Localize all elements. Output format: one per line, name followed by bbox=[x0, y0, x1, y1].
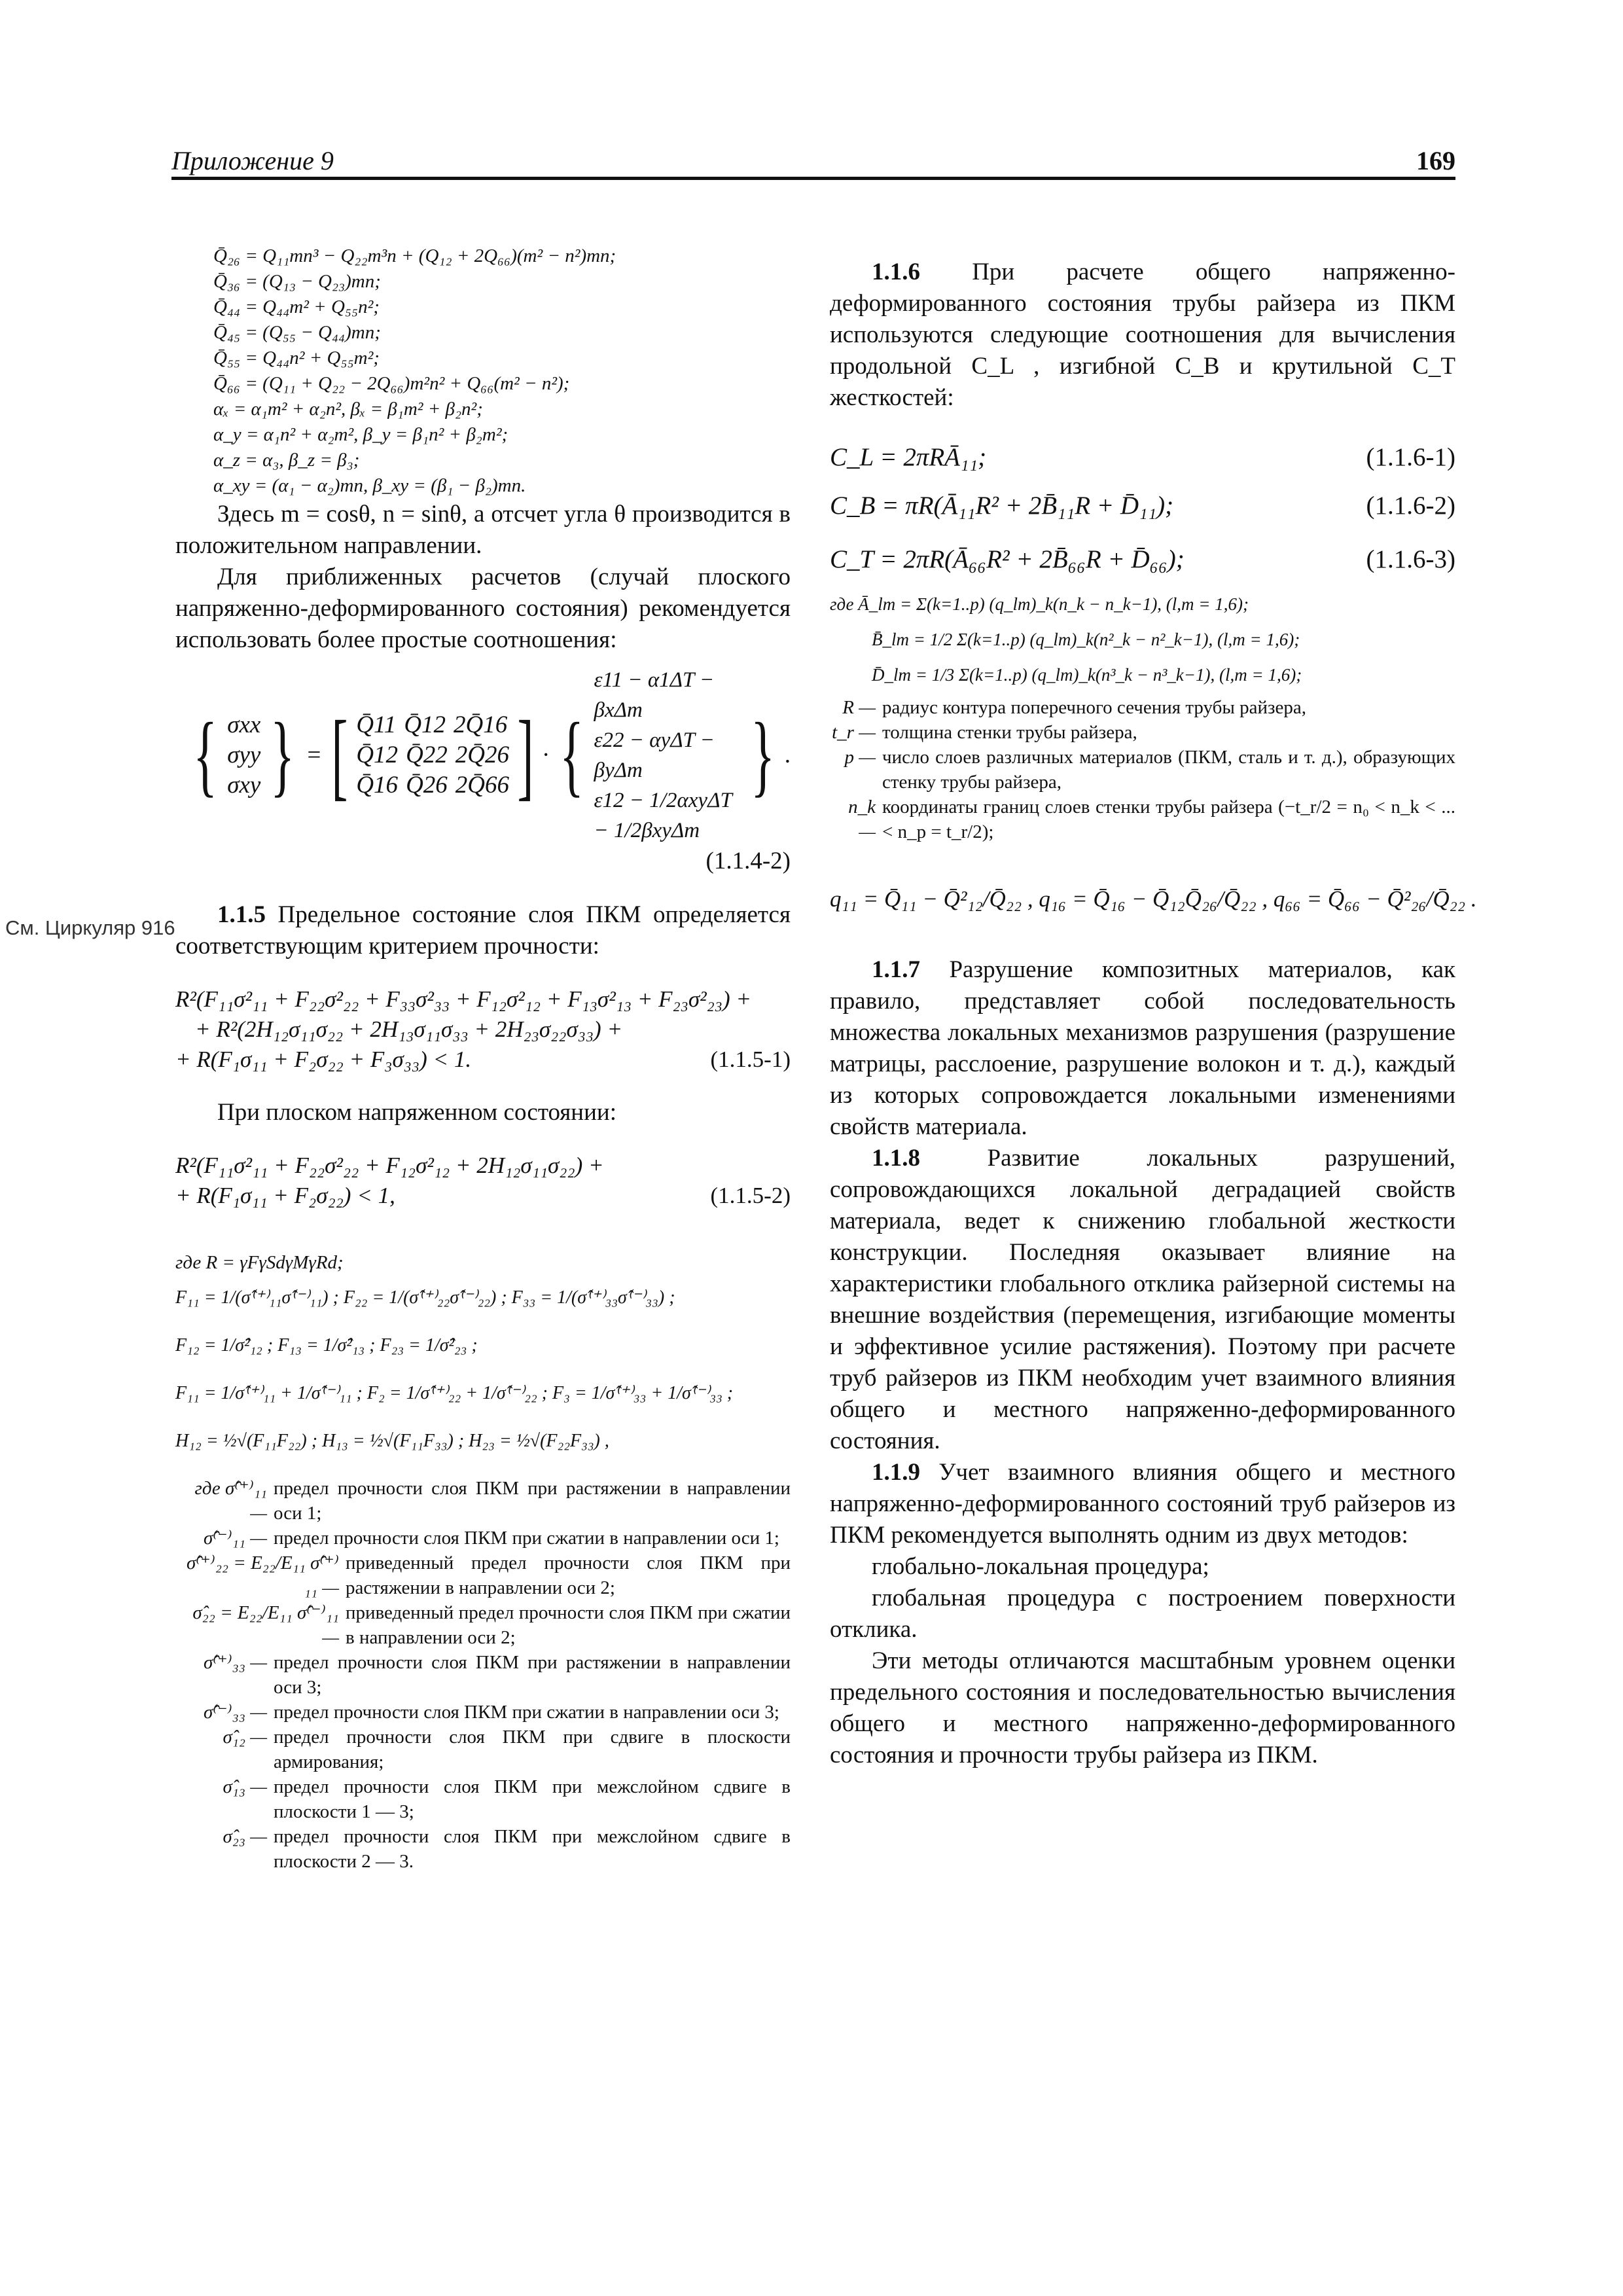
approx-paragraph: Для приближенных расчетов (случай плоского напряженно-деформированного состояния) рекомендуется использовать более простые соотношения: bbox=[175, 564, 791, 653]
section-number: 1.1.6 bbox=[872, 259, 920, 285]
f-line: F₁₂ = 1/σ̂²₁₂ ; F₁₃ = 1/σ̂²₁₃ ; F₂₃ = 1/σ̂²₂₃ ; bbox=[175, 1335, 478, 1355]
definition-symbol: где σ̂⁽⁺⁾₁₁ — bbox=[194, 1478, 267, 1524]
q-def-line: Q̄₄₄ = Q₄₄m² + Q₅₅n²; bbox=[213, 296, 380, 317]
matrix-cell: Q̄11 bbox=[356, 711, 397, 738]
geometry-definitions bbox=[830, 695, 1455, 844]
right-brace: } bbox=[270, 704, 295, 806]
left-column bbox=[175, 243, 791, 1874]
section-text: Учет взаимного влияния общего и местного напряженно-деформированного состояний труб райзеров из ПКМ рекомендуется выполнять одним из двух методов: bbox=[830, 1459, 1455, 1549]
section-1-1-7 bbox=[830, 954, 1455, 1143]
definition-symbol: R — bbox=[842, 697, 876, 718]
definition-symbol: σ̂⁽⁺⁾₃₃ — bbox=[203, 1652, 267, 1673]
criterion-line: + R(F₁σ₁₁ + F₂σ₂₂ + F₃σ₃₃) < 1. bbox=[175, 1047, 472, 1072]
h-line: H₁₂ = ½√(F₁₁F₂₂) ; H₁₃ = ½√(F₁₁F₃₃) ; H₂₃ = ½√(F₂₂F₃₃) , bbox=[175, 1431, 609, 1451]
alpha-def-line: α_z = α₃, β_z = β₃; bbox=[213, 450, 360, 471]
stiffness-matrix bbox=[356, 710, 509, 800]
definition-text: предел прочности слоя ПКМ при сжатии в направлении оси 1; bbox=[274, 1528, 779, 1549]
definition-item bbox=[175, 1774, 791, 1824]
angle-paragraph: Здесь m = cosθ, n = sinθ, а отсчет угла θ производится в положительном направлении. bbox=[175, 501, 791, 559]
alpha-def-line: α_xy = (α₁ − α₂)mn, β_xy = (β₁ − β₂)mn. bbox=[213, 475, 526, 496]
stress-vector bbox=[227, 710, 260, 800]
definition-text: предел прочности слоя ПКМ при межслойном сдвиге в плоскости 2 — 3. bbox=[274, 1826, 791, 1872]
left-brace: { bbox=[560, 704, 584, 806]
matrix-cell: Q̄16 bbox=[356, 772, 399, 798]
q-def-line: Q̄₆₆ = (Q₁₁ + Q₂₂ − 2Q₆₆)m²n² + Q₆₆(m² − n²); bbox=[213, 373, 570, 394]
criterion-line: + R²(2H₁₂σ₁₁σ₂₂ + 2H₁₃σ₁₁σ₃₃ + 2H₂₃σ₂₂σ₃₃) + bbox=[195, 1016, 623, 1042]
left-bracket: [ bbox=[331, 701, 348, 810]
definition-symbol: σ̂₁₃ — bbox=[223, 1776, 267, 1797]
right-column bbox=[830, 257, 1477, 1771]
definition-item bbox=[175, 1600, 791, 1650]
definition-text: координаты границ слоев стенки трубы райзера (−t_r/2 = n₀ < n_k < ... < n_p = t_r/2); bbox=[882, 797, 1455, 842]
stress-component: σxy bbox=[227, 772, 261, 798]
sum-line: где Ā_lm = Σ(k=1..p) (q_lm)_k(n_k − n_k−1), (l,m = 1,6); bbox=[830, 594, 1249, 614]
f-line: F₁₁ = 1/σ̂⁽⁺⁾₁₁ + 1/σ̂⁽⁻⁾₁₁ ; F₂ = 1/σ̂⁽⁺⁾₂₂ + 1/σ̂⁽⁻⁾₂₂ ; F₃ = 1/σ̂⁽⁺⁾₃₃ + 1/σ̂⁽⁻⁾₃₃ ; bbox=[175, 1383, 734, 1403]
equation-1-1-6-3 bbox=[830, 533, 1455, 586]
section-number: 1.1.8 bbox=[872, 1145, 920, 1172]
definition-symbol: σ̂⁽⁻⁾₁₁ — bbox=[203, 1528, 267, 1549]
matrix-cell: 2Q̄16 bbox=[454, 711, 508, 738]
alpha-def-line: αₓ = α₁m² + α₂n², βₓ = β₁m² + β₂n²; bbox=[213, 399, 483, 420]
strain-component: ε22 − αyΔT − βyΔm bbox=[594, 728, 715, 782]
matrix-cell: Q̄22 bbox=[406, 742, 448, 768]
strain-vector bbox=[594, 665, 741, 846]
method-item: глобальная процедура с построением поверхности отклика. bbox=[830, 1585, 1455, 1643]
q-def-line: Q̄₂₆ = Q₁₁mn³ − Q₂₂m³n + (Q₁₂ + 2Q₆₆)(m² − n²)mn; bbox=[213, 245, 616, 266]
where-r-line: где R = γFγSdγMγRd; bbox=[175, 1252, 344, 1273]
equation-number: (1.1.6-1) bbox=[1366, 443, 1455, 471]
strength-criterion-2d bbox=[175, 1151, 791, 1211]
definition-text: предел прочности слоя ПКМ при сжатии в направлении оси 3; bbox=[274, 1702, 779, 1723]
method-item: глобально-локальная процедура; bbox=[872, 1553, 1209, 1580]
section-number: 1.1.7 bbox=[872, 956, 920, 983]
section-text: Разрушение композитных материалов, как правило, представляет собой последовательность множества локальных механизмов разрушения (разрушение матрицы, расслоение, разрушение волокон и т. д.), каждый из которых сопровождается локальными изменениями свойств материала. bbox=[830, 956, 1455, 1140]
equation-number: (1.1.6-3) bbox=[1366, 545, 1455, 573]
definition-symbol: t_r — bbox=[832, 722, 876, 743]
definition-item bbox=[830, 695, 1455, 720]
q-def-line: Q̄₅₅ = Q₄₄n² + Q₅₅m²; bbox=[213, 348, 380, 368]
matrix-cell: Q̄12 bbox=[356, 742, 399, 768]
alpha-def-line: α_y = α₁n² + α₂m², β_y = β₁n² + β₂m²; bbox=[213, 424, 508, 445]
section-number: 1.1.5 bbox=[217, 901, 266, 928]
sum-definitions bbox=[830, 586, 1455, 692]
definition-text: приведенный предел прочности слоя ПКМ при сжатии в направлении оси 2; bbox=[346, 1602, 791, 1648]
definition-text: толщина стенки трубы райзера, bbox=[882, 722, 1137, 743]
stress-component: σxx bbox=[227, 711, 261, 738]
definition-text: предел прочности слоя ПКМ при сдвиге в плоскости армирования; bbox=[274, 1727, 791, 1772]
definition-item bbox=[175, 1526, 791, 1551]
equation-number: (1.1.5-1) bbox=[710, 1047, 791, 1072]
right-bracket: ] bbox=[517, 701, 534, 810]
section-number: 1.1.9 bbox=[872, 1459, 920, 1486]
section-text: Развитие локальных разрушений, сопровождающихся локальной деградацией свойств материала, ведет к снижению глобальной жесткости конструкции. Последняя оказывает влияние на характеристики глобального отклика райзерной системы на внешние воздействия (перемещения, изгибающие моменты и эффективное усилие растяжения). Поэтому при расчете труб райзеров из ПКМ необходим учет взаимного влияния общего и местного напряженно-деформированного состояния. bbox=[830, 1145, 1455, 1454]
definition-text: предел прочности слоя ПКМ при межслойном сдвиге в плоскости 1 — 3; bbox=[274, 1776, 791, 1822]
definition-item bbox=[830, 795, 1455, 844]
strain-component: ε12 − 1/2αxyΔT − 1/2βxyΔm bbox=[594, 789, 732, 842]
page-number: 169 bbox=[1416, 146, 1455, 175]
q-def-line: Q̄₃₆ = (Q₁₃ − Q₂₃)mn; bbox=[213, 271, 381, 292]
equation-number: (1.1.5-2) bbox=[710, 1183, 791, 1208]
stress-component: σyy bbox=[227, 742, 261, 768]
definition-symbol: σ̂₂₃ — bbox=[223, 1826, 267, 1847]
section-1-1-5 bbox=[175, 899, 791, 962]
equation-1-1-6-2 bbox=[830, 479, 1455, 533]
stress-strain-matrix: { σxx σyy σxy } = [ Q̄11 Q̄12 2Q̄16 Q̄12 Q̄22 2Q̄26 Q̄16 Q̄26 2Q̄66 ] · { ε11 − α1ΔT − βxΔm ε22 − αyΔT − βyΔm ε12 − 1/2αxyΔT − 1/2βxyΔm } . bbox=[183, 665, 791, 846]
definition-symbol: σ̂⁽⁺⁾₂₂ = E₂₂/E₁₁ σ̂⁽⁺⁾₁₁ — bbox=[186, 1552, 339, 1598]
definition-text: предел прочности слоя ПКМ при растяжении в направлении оси 1; bbox=[274, 1478, 791, 1524]
running-title: Приложение 9 bbox=[171, 146, 334, 175]
definition-text: предел прочности слоя ПКМ при растяжении в направлении оси 3; bbox=[274, 1652, 791, 1698]
definition-item bbox=[175, 1551, 791, 1600]
margin-note: См. Циркуляр 916 bbox=[5, 916, 175, 939]
section-1-1-6 bbox=[830, 257, 1455, 414]
strength-definitions bbox=[175, 1476, 791, 1874]
criterion-line: R²(F₁₁σ²₁₁ + F₂₂σ²₂₂ + F₁₂σ²₁₂ + 2H₁₂σ₁₁σ₂₂) + bbox=[175, 1153, 604, 1178]
strength-criterion-3d bbox=[175, 984, 791, 1075]
q-def-line: Q̄₄₅ = (Q₅₅ − Q₄₄)mn; bbox=[213, 322, 381, 343]
matrix-cell: Q̄26 bbox=[406, 772, 448, 798]
strain-component: ε11 − α1ΔT − βxΔm bbox=[594, 668, 715, 722]
definition-item bbox=[830, 745, 1455, 795]
q-definitions bbox=[175, 243, 791, 499]
definition-symbol: σ̂⁽⁻⁾₃₃ — bbox=[203, 1702, 267, 1723]
definition-symbol: σ̂₁₂ — bbox=[223, 1727, 267, 1748]
section-1-1-8 bbox=[830, 1143, 1455, 1457]
f-line: F₁₁ = 1/(σ̂⁽⁺⁾₁₁σ̂⁽⁻⁾₁₁) ; F₂₂ = 1/(σ̂⁽⁺⁾₂₂σ̂⁽⁻⁾₂₂) ; F₃₃ = 1/(σ̂⁽⁺⁾₃₃σ̂⁽⁻⁾₃₃) ; bbox=[175, 1287, 675, 1308]
equation-number: (1.1.6-2) bbox=[1366, 492, 1455, 520]
plane-stress-text: При плоском напряженном состоянии: bbox=[217, 1099, 616, 1126]
left-brace: { bbox=[193, 704, 218, 806]
sum-line: D̄_lm = 1/3 Σ(k=1..p) (q_lm)_k(n³_k − n³_k−1), (l,m = 1,6); bbox=[872, 665, 1302, 685]
equation-body: C_L = 2πRĀ₁₁; bbox=[830, 443, 987, 471]
definition-item bbox=[830, 720, 1455, 745]
definition-item bbox=[175, 1725, 791, 1774]
coefficient-definitions bbox=[175, 1250, 791, 1454]
definition-symbol: p — bbox=[844, 747, 876, 768]
definition-text: приведенный предел прочности слоя ПКМ при растяжении в направлении оси 2; bbox=[346, 1552, 791, 1598]
definition-item bbox=[175, 1700, 791, 1725]
criterion-line: R²(F₁₁σ²₁₁ + F₂₂σ²₂₂ + F₃₃σ²₃₃ + F₁₂σ²₁₂ + F₁₃σ²₁₃ + F₂₃σ²₂₃) + bbox=[175, 986, 751, 1012]
definition-text: число слоев различных материалов (ПКМ, сталь и т. д.), образующих стенку трубы райзера, bbox=[882, 747, 1455, 793]
equation-body: C_T = 2πR(Ā₆₆R² + 2B̄₆₆R + D̄₆₆); bbox=[830, 545, 1185, 573]
definition-item bbox=[175, 1476, 791, 1526]
sum-line: B̄_lm = 1/2 Σ(k=1..p) (q_lm)_k(n²_k − n²_k−1), (l,m = 1,6); bbox=[872, 630, 1300, 649]
matrix-cell: 2Q̄66 bbox=[455, 772, 510, 798]
equation-number: (1.1.4-2) bbox=[705, 848, 791, 874]
definition-item bbox=[175, 1824, 791, 1874]
criterion-line: + R(F₁σ₁₁ + F₂σ₂₂) < 1, bbox=[175, 1183, 395, 1208]
definition-symbol: n_k — bbox=[848, 797, 876, 842]
q-equations: q₁₁ = Q̄₁₁ − Q̄²₁₂/Q̄₂₂ , q₁₆ = Q̄₁₆ − Q̄₁₂Q̄₂₆/Q̄₂₂ , q₆₆ = Q̄₆₆ − Q̄²₂₆/Q̄₂₂ . bbox=[830, 886, 1477, 912]
definition-text: радиус контура поперечного сечения трубы райзера, bbox=[882, 697, 1306, 718]
matrix-cell: Q̄12 bbox=[404, 711, 446, 738]
equation-body: C_B = πR(Ā₁₁R² + 2B̄₁₁R + D̄₁₁); bbox=[830, 492, 1174, 520]
section-text: При расчете общего напряженно-деформированного состояния трубы райзера из ПКМ используются следующие соотношения для вычисления продольной C_L , изгибной C_B и крутильной C_T жесткостей: bbox=[830, 259, 1455, 411]
section-1-1-9 bbox=[830, 1457, 1455, 1551]
equation-1-1-6-1 bbox=[830, 436, 1455, 479]
right-brace: } bbox=[750, 704, 775, 806]
definition-item bbox=[175, 1650, 791, 1700]
definition-symbol: σ̂₂₂ = E₂₂/E₁₁ σ̂⁽⁻⁾₁₁ — bbox=[192, 1602, 339, 1648]
closing-paragraph: Эти методы отличаются масштабным уровнем оценки предельного состояния и последовательностью вычисления общего и местного напряженно-деформированного состояния и прочности трубы райзера из ПКМ. bbox=[830, 1647, 1455, 1768]
header-rule bbox=[171, 177, 1455, 180]
section-text: Предельное состояние слоя ПКМ определяется соответствующим критерием прочности: bbox=[175, 901, 791, 960]
matrix-cell: 2Q̄26 bbox=[455, 742, 510, 768]
